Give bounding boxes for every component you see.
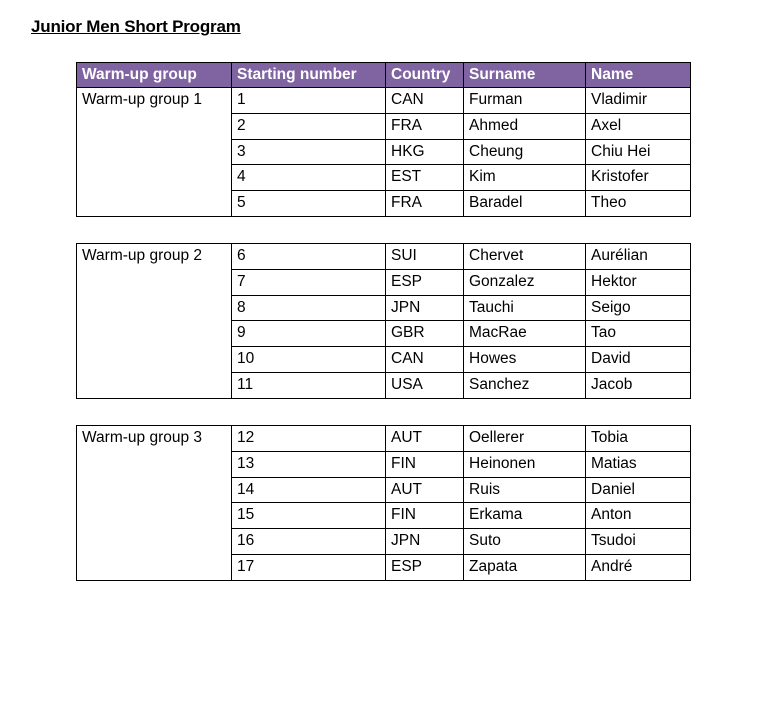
warmup-group-cell [77, 269, 232, 295]
warmup-table-3 [76, 425, 691, 581]
warmup-group-cell [77, 191, 232, 217]
country-cell: JPN [386, 529, 464, 555]
surname-cell: Kim [464, 165, 586, 191]
name-cell: Hektor [586, 269, 691, 295]
surname-cell: Oellerer [464, 426, 586, 452]
name-cell: Matias [586, 451, 691, 477]
surname-cell: Baradel [464, 191, 586, 217]
table-row [77, 191, 691, 217]
warmup-group-cell [77, 321, 232, 347]
warmup-group-cell: Warm-up group 2 [77, 244, 232, 270]
name-cell: Anton [586, 503, 691, 529]
warmup-group-cell [77, 165, 232, 191]
country-cell: CAN [386, 88, 464, 114]
warmup-group-cell [77, 347, 232, 373]
header-starting-number: Starting number [232, 63, 386, 88]
name-cell: Jacob [586, 372, 691, 398]
name-cell: Vladimir [586, 88, 691, 114]
table-row [77, 426, 691, 452]
surname-cell: Ruis [464, 477, 586, 503]
starting-number-cell: 16 [232, 529, 386, 555]
warmup-table-2 [76, 243, 691, 399]
starting-number-cell: 13 [232, 451, 386, 477]
starting-number-cell: 9 [232, 321, 386, 347]
starting-number-cell: 7 [232, 269, 386, 295]
surname-cell: Ahmed [464, 113, 586, 139]
country-cell: FRA [386, 191, 464, 217]
surname-cell: Suto [464, 529, 586, 555]
surname-cell: Cheung [464, 139, 586, 165]
warmup-group-cell [77, 451, 232, 477]
header-warmup-group: Warm-up group [77, 63, 232, 88]
name-cell: Aurélian [586, 244, 691, 270]
warmup-table-1 [76, 62, 691, 217]
name-cell: Kristofer [586, 165, 691, 191]
name-cell: Tsudoi [586, 529, 691, 555]
name-cell: David [586, 347, 691, 373]
starting-number-cell: 3 [232, 139, 386, 165]
surname-cell: Howes [464, 347, 586, 373]
starting-number-cell: 12 [232, 426, 386, 452]
starting-number-cell: 6 [232, 244, 386, 270]
page-title: Junior Men Short Program [31, 17, 241, 36]
surname-cell: Sanchez [464, 372, 586, 398]
warmup-group-cell [77, 113, 232, 139]
warmup-group-cell [77, 295, 232, 321]
surname-cell: Zapata [464, 554, 586, 580]
surname-cell: Furman [464, 88, 586, 114]
name-cell: Seigo [586, 295, 691, 321]
table-row [77, 503, 691, 529]
warmup-group-cell [77, 477, 232, 503]
starting-number-cell: 14 [232, 477, 386, 503]
warmup-group-cell [77, 372, 232, 398]
country-cell: ESP [386, 554, 464, 580]
surname-cell: Heinonen [464, 451, 586, 477]
table-row [77, 372, 691, 398]
starting-number-cell: 2 [232, 113, 386, 139]
country-cell: EST [386, 165, 464, 191]
table-row [77, 88, 691, 114]
name-cell: Chiu Hei [586, 139, 691, 165]
surname-cell: MacRae [464, 321, 586, 347]
starting-number-cell: 1 [232, 88, 386, 114]
table-row [77, 477, 691, 503]
country-cell: FIN [386, 503, 464, 529]
country-cell: FIN [386, 451, 464, 477]
surname-cell: Tauchi [464, 295, 586, 321]
country-cell: GBR [386, 321, 464, 347]
warmup-group-cell: Warm-up group 1 [77, 88, 232, 114]
table-row [77, 113, 691, 139]
name-cell: Theo [586, 191, 691, 217]
country-cell: SUI [386, 244, 464, 270]
header-country: Country [386, 63, 464, 88]
group-body [77, 88, 691, 217]
table-header-row [77, 63, 691, 88]
starting-number-cell: 17 [232, 554, 386, 580]
country-cell: CAN [386, 347, 464, 373]
table-row [77, 451, 691, 477]
table-row [77, 244, 691, 270]
warmup-group-cell [77, 529, 232, 555]
starting-number-cell: 10 [232, 347, 386, 373]
table-row [77, 269, 691, 295]
table-row [77, 295, 691, 321]
country-cell: ESP [386, 269, 464, 295]
surname-cell: Chervet [464, 244, 586, 270]
country-cell: AUT [386, 426, 464, 452]
table-row [77, 321, 691, 347]
country-cell: AUT [386, 477, 464, 503]
starting-number-cell: 8 [232, 295, 386, 321]
table-row [77, 554, 691, 580]
table-row [77, 529, 691, 555]
name-cell: André [586, 554, 691, 580]
header-name: Name [586, 63, 691, 88]
group-body [77, 426, 691, 581]
name-cell: Tao [586, 321, 691, 347]
country-cell: HKG [386, 139, 464, 165]
starting-number-cell: 5 [232, 191, 386, 217]
table-row [77, 139, 691, 165]
header-surname: Surname [464, 63, 586, 88]
warmup-group-cell: Warm-up group 3 [77, 426, 232, 452]
surname-cell: Gonzalez [464, 269, 586, 295]
starting-number-cell: 15 [232, 503, 386, 529]
name-cell: Axel [586, 113, 691, 139]
group-body [77, 244, 691, 399]
starting-number-cell: 11 [232, 372, 386, 398]
starting-number-cell: 4 [232, 165, 386, 191]
warmup-group-cell [77, 503, 232, 529]
country-cell: FRA [386, 113, 464, 139]
warmup-group-cell [77, 554, 232, 580]
table-row [77, 347, 691, 373]
warmup-group-cell [77, 139, 232, 165]
country-cell: JPN [386, 295, 464, 321]
name-cell: Daniel [586, 477, 691, 503]
country-cell: USA [386, 372, 464, 398]
table-row [77, 165, 691, 191]
surname-cell: Erkama [464, 503, 586, 529]
name-cell: Tobia [586, 426, 691, 452]
